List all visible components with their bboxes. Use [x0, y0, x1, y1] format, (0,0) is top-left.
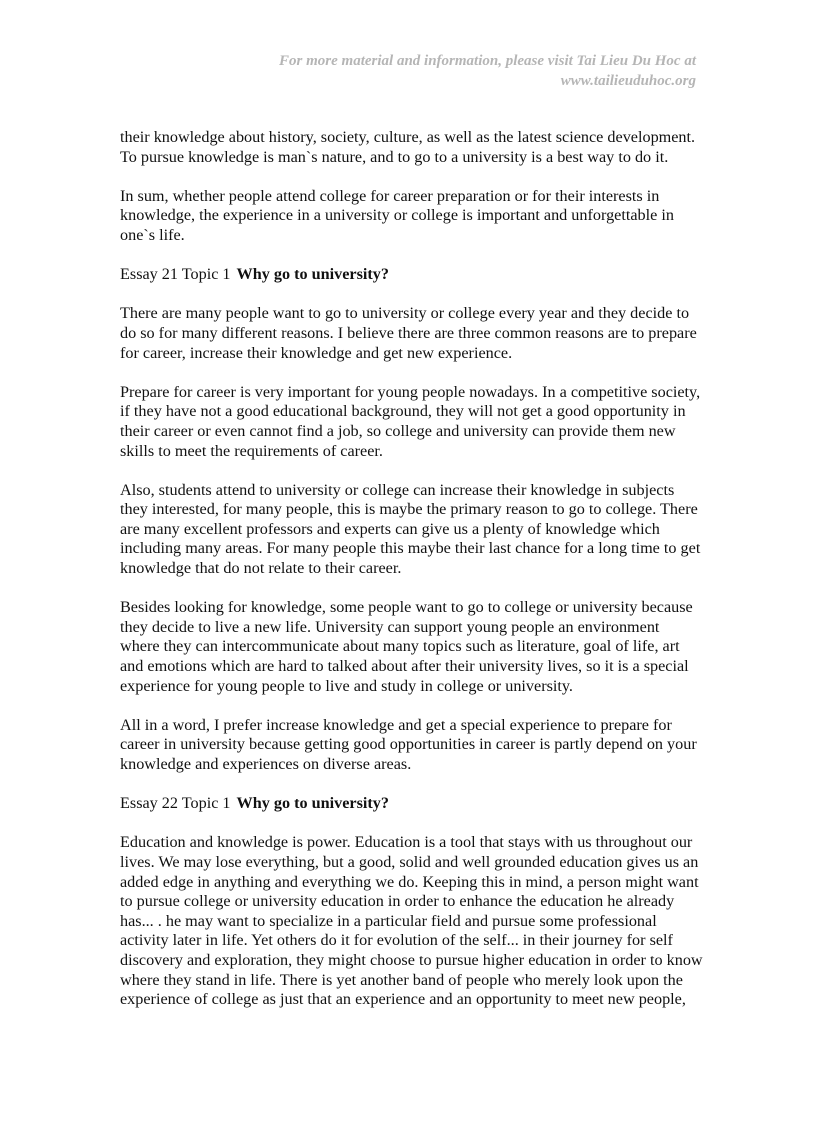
text-line: To pursue knowledge is man`s nature, and to go to a university is a best way to do it. — [120, 147, 669, 166]
header-line-1: For more material and information, please visit Tai Lieu Du Hoc at — [279, 53, 696, 69]
text-line: knowledge and experiences on diverse areas. — [120, 755, 412, 773]
text-line: In sum, whether people attend college for career preparation or for their interests in — [120, 186, 660, 205]
text-line: All in a word, I prefer increase knowledge and get a special experience to prepare for — [120, 715, 672, 734]
text-line: experience of college as just that an experience and an opportunity to meet new people, — [120, 990, 686, 1009]
essay-label: Essay 21 Topic 1 — [120, 265, 231, 284]
essay-label: Essay 22 Topic 1 — [120, 794, 231, 813]
text-line: knowledge, the experience in a university or college is important and unforgettable in — [120, 206, 674, 225]
essay-title: Why go to university? — [236, 794, 389, 813]
paragraph — [120, 128, 710, 167]
text-line: Education and knowledge is power. Education is a tool that stays with us throughout our — [120, 833, 693, 852]
paragraph — [120, 716, 710, 775]
text-line: career in university because getting good opportunities in career is partly depend on your — [120, 735, 697, 754]
text-line: where they stand in life. There is yet another band of people who merely look upon the — [120, 970, 683, 989]
text-line: if they have not a good educational background, they will not get a good opportunity in — [120, 402, 686, 421]
paragraph — [120, 383, 710, 461]
document-body — [120, 128, 710, 1029]
text-line: has... . he may want to specialize in a particular field and pursue some professional — [120, 911, 657, 930]
text-line: activity later in life. Yet others do it for evolution of the self... in their journey for self — [120, 931, 673, 950]
text-line: skills to meet the requirements of career. — [120, 441, 383, 460]
text-line: to pursue college or university education in order to enhance the education he already — [120, 892, 675, 911]
essay-heading — [120, 794, 710, 814]
text-line: lives. We may lose everything, but a good, solid and well grounded education gives us an — [120, 852, 699, 871]
text-line: experience for young people to live and study in college or university. — [120, 676, 573, 695]
paragraph — [120, 187, 710, 246]
text-line: they decide to live a new life. University can support young people an environment — [120, 617, 660, 636]
paragraph — [120, 304, 710, 363]
paragraph — [120, 598, 710, 696]
text-line: do so for many different reasons. I believe there are three common reasons are to prepare — [120, 323, 697, 342]
text-line: Prepare for career is very important for young people nowadays. In a competitive society, — [120, 382, 701, 401]
header-line-2: www.tailieuduhoc.org — [560, 73, 696, 89]
text-line: Besides looking for knowledge, some people want to go to college or university because — [120, 598, 693, 617]
text-line: for career, increase their knowledge and get new experience. — [120, 343, 513, 362]
text-line: including many areas. For many people this maybe their last chance for a long time to get — [120, 539, 701, 558]
text-line: their knowledge about history, society, culture, as well as the latest science development. — [120, 128, 696, 146]
text-line: their career or even cannot find a job, so college and university can provide them new — [120, 421, 676, 440]
text-line: are many excellent professors and experts can give us a plenty of knowledge which — [120, 519, 660, 538]
text-line: and emotions which are hard to talked about after their university lives, so it is a special — [120, 657, 689, 676]
text-line: where they can intercommunicate about many topics such as literature, goal of life, art — [120, 637, 680, 656]
text-line: they interested, for many people, this is maybe the primary reason to go to college. There — [120, 500, 698, 519]
text-line: added edge in anything and everything we do. Keeping this in mind, a person might want — [120, 872, 699, 891]
text-line: Also, students attend to university or college can increase their knowledge in subjects — [120, 480, 675, 499]
text-line: There are many people want to go to university or college every year and they decide to — [120, 304, 690, 323]
page-header — [136, 51, 696, 91]
text-line: one`s life. — [120, 225, 185, 244]
essay-title: Why go to university? — [236, 265, 389, 284]
paragraph — [120, 481, 710, 579]
essay-heading — [120, 265, 710, 285]
paragraph — [120, 833, 710, 1009]
text-line: knowledge that do not relate to their career. — [120, 559, 402, 578]
text-line: discovery and exploration, they might choose to pursue higher education in order to know — [120, 950, 703, 969]
